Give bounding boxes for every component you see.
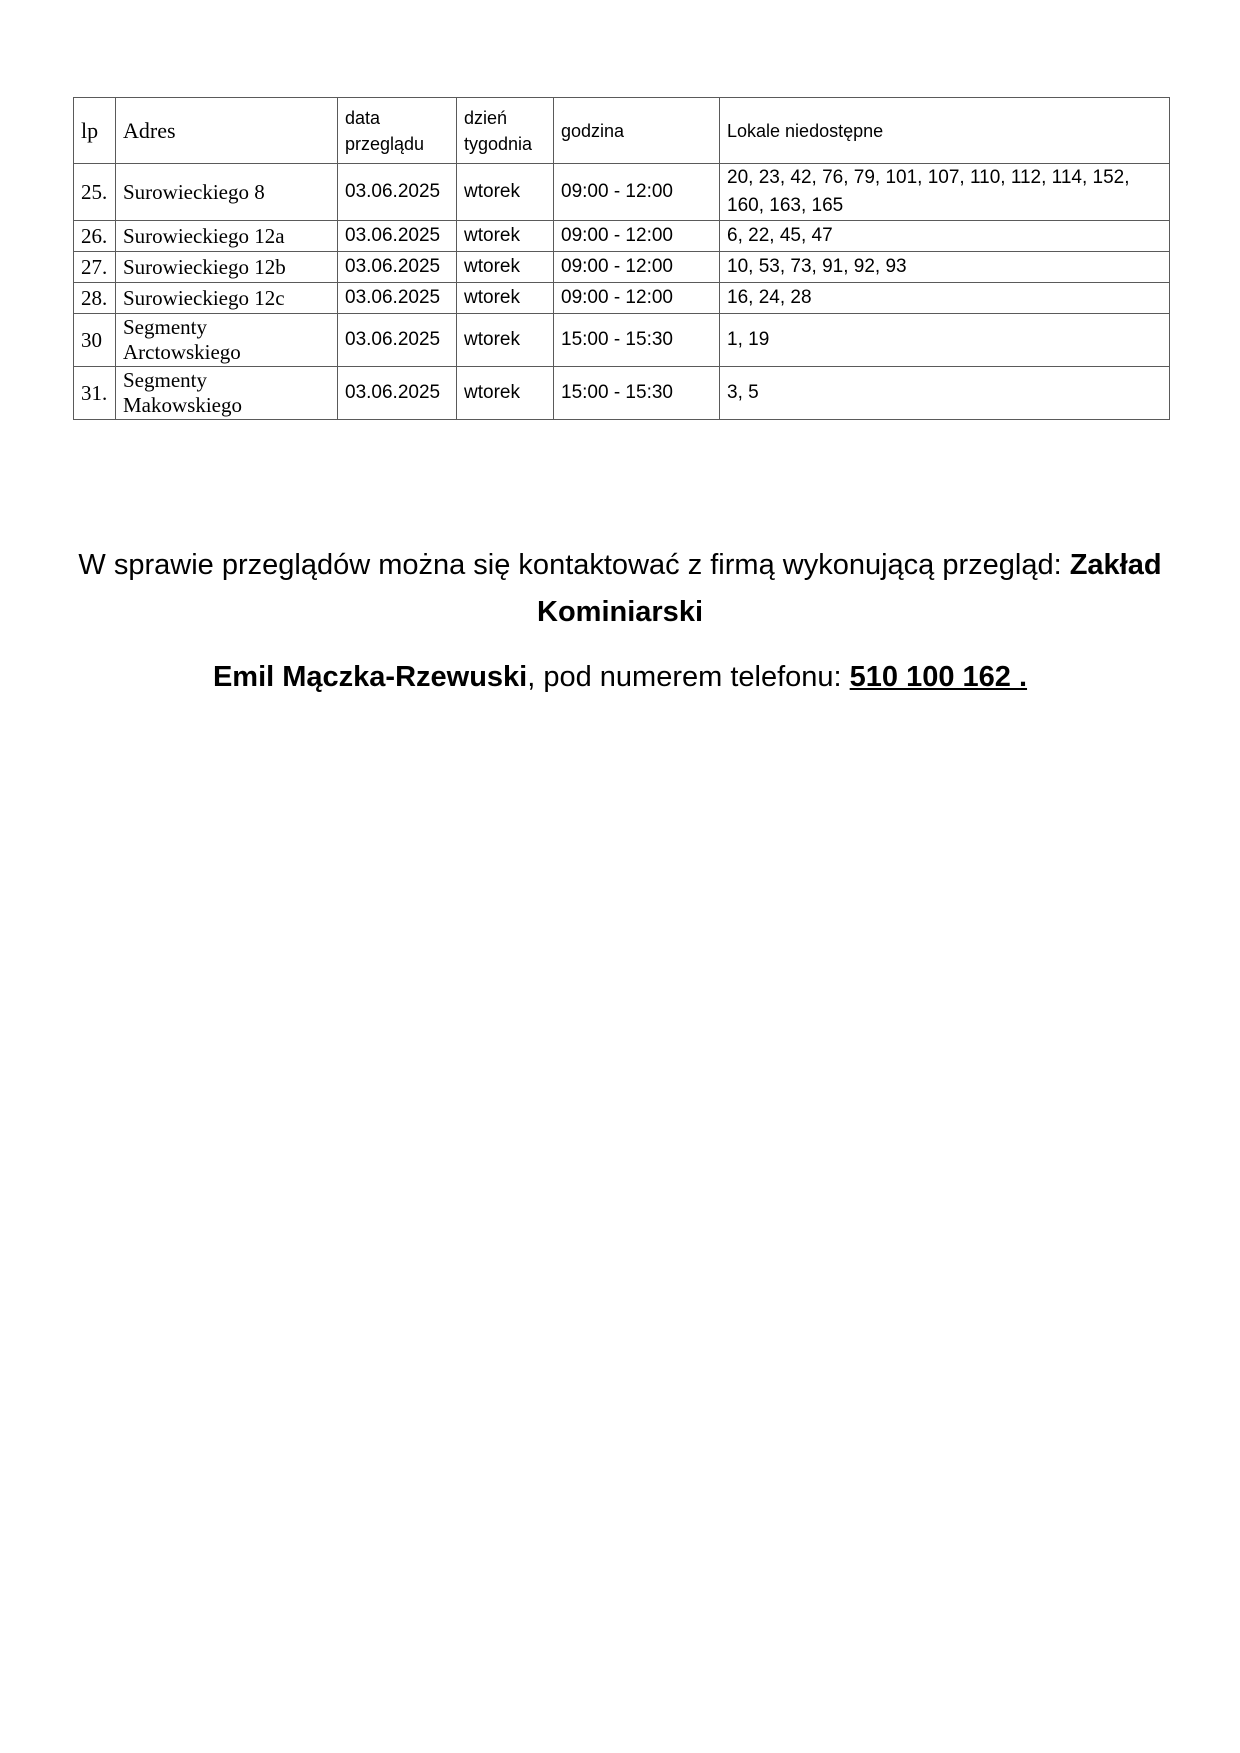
cell-godzina: 15:00 - 15:30 xyxy=(554,314,720,367)
cell-lokale: 10, 53, 73, 91, 92, 93 xyxy=(720,252,1170,283)
cell-adres-line1: Segmenty xyxy=(123,368,207,392)
cell-data: 03.06.2025 xyxy=(338,252,457,283)
cell-adres-line2: Makowskiego xyxy=(123,393,242,417)
cell-adres xyxy=(116,367,338,420)
cell-dzien: wtorek xyxy=(457,367,554,420)
header-data-line1: data xyxy=(345,107,381,128)
cell-adres-line1: Segmenty xyxy=(123,315,207,339)
header-dzien-tygodnia xyxy=(457,98,554,164)
header-lokale: Lokale niedostępne xyxy=(720,98,1170,164)
cell-lp: 28. xyxy=(74,283,116,314)
table-row xyxy=(74,283,1170,314)
table-row xyxy=(74,164,1170,221)
cell-lp: 25. xyxy=(74,164,116,221)
cell-dzien: wtorek xyxy=(457,164,554,221)
cell-godzina: 09:00 - 12:00 xyxy=(554,164,720,221)
cell-lokale: 20, 23, 42, 76, 79, 101, 107, 110, 112, 114, 152, 160, 163, 165 xyxy=(720,164,1170,221)
phone-intro-text: , pod numerem telefonu: xyxy=(527,661,850,693)
cell-data: 03.06.2025 xyxy=(338,164,457,221)
table-header-row xyxy=(74,98,1170,164)
header-data-przegladu xyxy=(338,98,457,164)
cell-godzina: 15:00 - 15:30 xyxy=(554,367,720,420)
cell-lokale: 16, 24, 28 xyxy=(720,283,1170,314)
cell-lp: 31. xyxy=(74,367,116,420)
cell-godzina: 09:00 - 12:00 xyxy=(554,283,720,314)
header-adres: Adres xyxy=(116,98,338,164)
header-data-line2: przeglądu xyxy=(345,133,425,154)
cell-godzina: 09:00 - 12:00 xyxy=(554,252,720,283)
cell-adres xyxy=(116,314,338,367)
inspection-schedule-table xyxy=(73,97,1170,420)
table-row xyxy=(74,367,1170,420)
cell-lp: 27. xyxy=(74,252,116,283)
cell-adres-line2: Arctowskiego xyxy=(123,340,241,364)
cell-lokale: 6, 22, 45, 47 xyxy=(720,221,1170,252)
table-row xyxy=(74,221,1170,252)
contact-paragraph-company xyxy=(0,542,1240,636)
cell-data: 03.06.2025 xyxy=(338,283,457,314)
cell-data: 03.06.2025 xyxy=(338,367,457,420)
header-dzien-line1: dzień xyxy=(464,107,508,128)
contact-info xyxy=(0,542,1240,701)
cell-data: 03.06.2025 xyxy=(338,314,457,367)
contact-intro-text: W sprawie przeglądów można się kontaktować z firmą wykonującą przegląd: xyxy=(78,549,1070,581)
table-row xyxy=(74,314,1170,367)
cell-adres: Surowieckiego 12a xyxy=(116,221,338,252)
cell-godzina: 09:00 - 12:00 xyxy=(554,221,720,252)
cell-adres: Surowieckiego 12b xyxy=(116,252,338,283)
header-dzien-line2: tygodnia xyxy=(464,133,533,154)
cell-dzien: wtorek xyxy=(457,252,554,283)
company-name: Zakład Kominiarski xyxy=(537,549,1162,628)
cell-lp: 26. xyxy=(74,221,116,252)
cell-dzien: wtorek xyxy=(457,314,554,367)
cell-lokale: 1, 19 xyxy=(720,314,1170,367)
header-godzina: godzina xyxy=(554,98,720,164)
cell-dzien: wtorek xyxy=(457,283,554,314)
header-lp: lp xyxy=(74,98,116,164)
contact-paragraph-phone xyxy=(0,654,1240,701)
cell-dzien: wtorek xyxy=(457,221,554,252)
phone-number: 510 100 162 . xyxy=(849,661,1028,693)
cell-lokale: 3, 5 xyxy=(720,367,1170,420)
cell-lp: 30 xyxy=(74,314,116,367)
cell-data: 03.06.2025 xyxy=(338,221,457,252)
cell-adres: Surowieckiego 8 xyxy=(116,164,338,221)
cell-adres: Surowieckiego 12c xyxy=(116,283,338,314)
contact-person-name: Emil Mączka-Rzewuski xyxy=(212,661,528,693)
table-row xyxy=(74,252,1170,283)
